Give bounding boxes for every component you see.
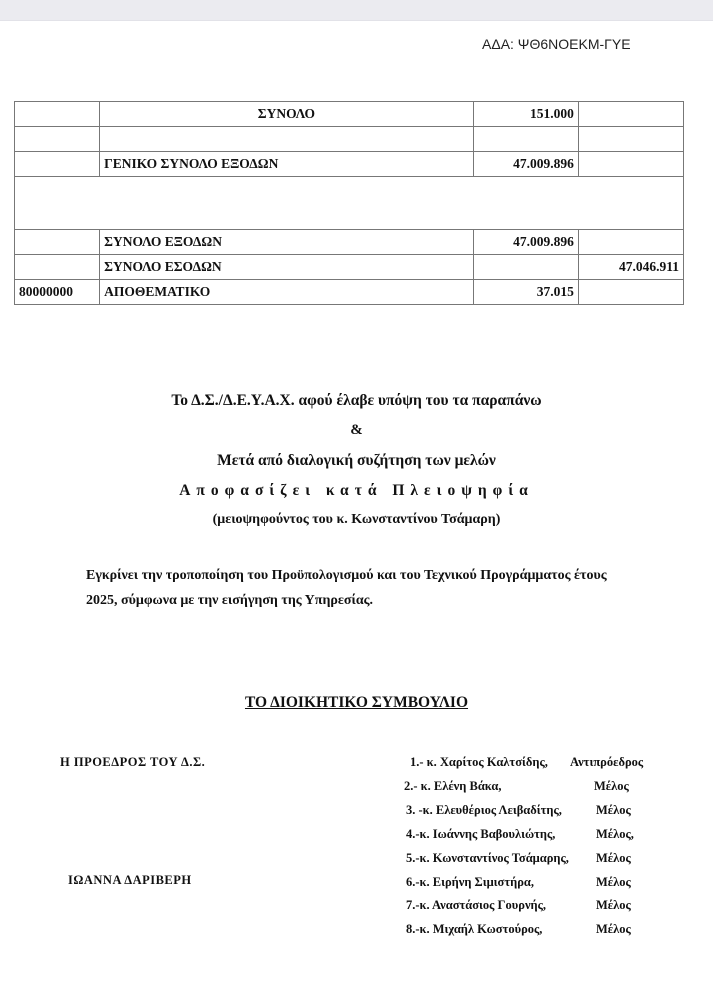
table-row [15,255,684,280]
member-entry [406,803,631,818]
row-code [15,127,100,152]
ada-code: ΑΔΑ: ΨΘ6ΝΟΕΚΜ-ΓΥΕ [482,36,631,52]
member-role: Μέλος [594,779,629,793]
president-name: ΙΩΑΝΝΑ ΔΑΡΙΒΕΡΗ [68,873,192,887]
spacer-cell [15,177,684,230]
member-entry [404,779,629,794]
member-role: Μέλος [596,851,631,865]
row-code [15,255,100,280]
row-amount: 37.015 [473,280,578,305]
table-row [15,152,684,177]
row-description: ΑΠΟΘΕΜΑΤΙΚΟ [100,280,474,305]
row-amount [473,255,578,280]
table-row [15,230,684,255]
budget-table [14,101,684,305]
member-entry [406,851,631,866]
member-role: Αντιπρόεδρος [570,755,644,769]
president-label: Η ΠΡΟΕΔΡΟΣ ΤΟΥ Δ.Σ. [60,755,206,769]
row-amount: 47.009.896 [473,152,578,177]
member-name: 5.-κ. Κωνσταντίνος Τσάμαρης, [406,851,569,865]
table-row [15,127,684,152]
row-amount: 151.000 [473,102,578,127]
member-name: 8.-κ. Μιχαήλ Κωστούρος, [406,922,543,936]
member-role: Μέλος [596,803,631,817]
member-name: 4.-κ. Ιωάννης Βαβουλιώτης, [406,827,556,841]
approval-text-line-2: 2025, σύμφωνα με την εισήγηση της Υπηρεσίας. [86,593,374,608]
decision-verdict: Αποφασίζει κατά Πλειοψηφία [179,482,534,499]
row-amount [473,127,578,152]
member-name: 3. -κ. Ελευθέριος Λειβαδίτης, [406,803,562,817]
row-amount-2 [578,230,683,255]
row-code: 80000000 [15,280,100,305]
decision-line-1: Το Δ.Σ./Δ.Ε.Υ.Α.Χ. αφού έλαβε υπόψη του τα παραπάνω [171,392,542,409]
table-row [15,280,684,305]
member-entry [406,922,631,937]
row-amount: 47.009.896 [473,230,578,255]
member-name: 1.- κ. Χαρίτος Καλτσίδης, [410,755,548,769]
member-entry [406,898,631,913]
row-description: ΣΥΝΟΛΟ ΕΞΟΔΩΝ [100,230,474,255]
row-amount-2 [578,127,683,152]
table-spacer-row [15,177,684,230]
row-description: ΣΥΝΟΛΟ [100,102,474,127]
approval-text-line-1: Εγκρίνει την τροποποίηση του Προϋπολογισμού και του Τεχνικού Προγράμματος έτους [86,568,607,583]
row-description: ΣΥΝΟΛΟ ΕΣΟΔΩΝ [100,255,474,280]
member-role: Μέλος [596,875,631,889]
decision-line-3: Μετά από διαλογική συζήτηση των μελών [217,452,496,469]
row-amount-2 [578,152,683,177]
member-role: Μέλος [596,898,631,912]
member-role: Μέλος [596,922,631,936]
member-name: 7.-κ. Αναστάσιος Γουρνής, [406,898,547,912]
row-amount-2 [578,280,683,305]
member-name: 6.-κ. Ειρήνη Σιμιστήρα, [406,875,534,889]
row-amount-2: 47.046.911 [578,255,683,280]
row-description: ΓΕΝΙΚΟ ΣΥΝΟΛΟ ΕΞΟΔΩΝ [100,152,474,177]
row-amount-2 [578,102,683,127]
decision-minority-note: (μειοψηφούντος του κ. Κωνσταντίνου Τσάμαρη) [212,512,501,527]
row-code [15,230,100,255]
row-code [15,152,100,177]
top-bar [0,0,713,21]
member-name: 2.- κ. Ελένη Βάκα, [404,779,502,793]
member-entry [410,755,644,770]
decision-ampersand: & [350,422,363,438]
member-entry [406,875,631,890]
row-description [100,127,474,152]
member-entry [406,827,634,842]
table-row [15,102,684,127]
row-code [15,102,100,127]
member-role: Μέλος, [596,827,634,841]
board-title: ΤΟ ΔΙΟΙΚΗΤΙΚΟ ΣΥΜΒΟΥΛΙΟ [244,694,469,711]
